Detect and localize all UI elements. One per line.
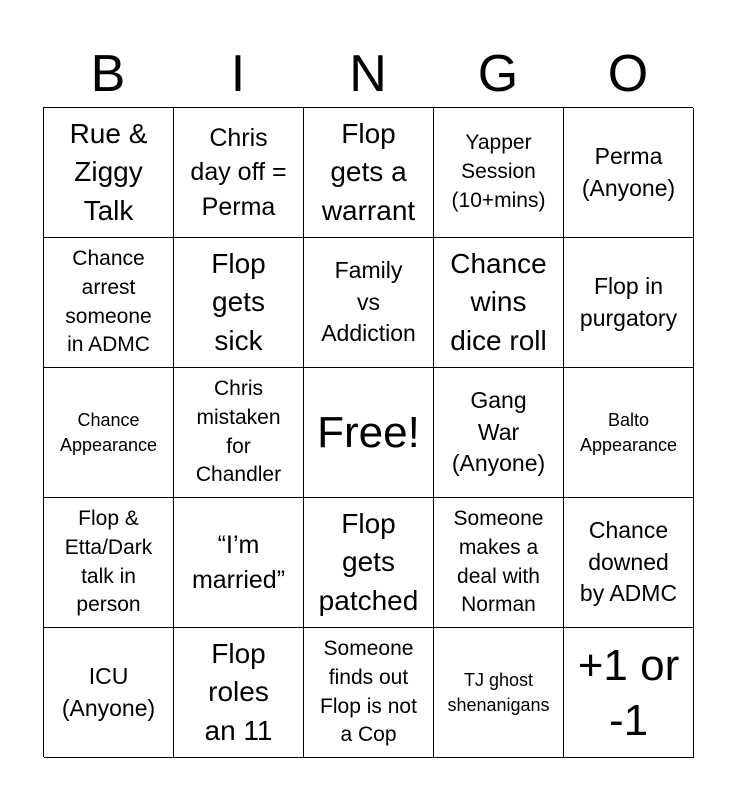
cell-text: Chance arrest someone in ADMC	[65, 246, 152, 357]
header-letter-n: N	[349, 45, 387, 103]
bingo-cell-r5-c3[interactable]	[304, 628, 434, 758]
bingo-cell-r2-c4[interactable]	[434, 238, 564, 368]
cell-text: “I’m married”	[191, 531, 286, 594]
bingo-cell-r4-c4[interactable]	[434, 498, 564, 628]
header-letter-o: O	[607, 45, 649, 103]
cell-text: Chris mistaken for Chandler	[195, 376, 282, 487]
bingo-cell-r1-c1[interactable]	[44, 108, 174, 238]
cell-text: Chance Appearance	[59, 409, 158, 455]
cell-text: Someone makes a deal with Norman	[453, 506, 544, 617]
bingo-cell-r5-c5[interactable]	[564, 628, 694, 758]
bingo-cell-r5-c2[interactable]	[174, 628, 304, 758]
bingo-cell-r4-c2[interactable]	[174, 498, 304, 628]
bingo-cell-r1-c3[interactable]	[304, 108, 434, 238]
cell-text: ICU (Anyone)	[61, 662, 156, 721]
bingo-cell-r3-c4[interactable]	[434, 368, 564, 498]
cell-text: +1 or -1	[577, 640, 680, 745]
cell-text: Family vs Addiction	[321, 256, 416, 347]
bingo-cell-r2-c2[interactable]	[174, 238, 304, 368]
bingo-cell-r4-c3[interactable]	[304, 498, 434, 628]
bingo-cell-r2-c1[interactable]	[44, 238, 174, 368]
bingo-cell-r3-c5[interactable]	[564, 368, 694, 498]
cell-text: Someone finds out Flop is not a Cop	[320, 636, 417, 747]
cell-text: Flop & Etta/Dark talk in person	[64, 506, 153, 617]
bingo-cell-r2-c3[interactable]	[304, 238, 434, 368]
header-letter-i: I	[230, 45, 246, 103]
header-letter-g: G	[477, 45, 519, 103]
bingo-cell-r5-c4[interactable]	[434, 628, 564, 758]
free-space-text: Free!	[317, 408, 420, 457]
bingo-header	[43, 40, 693, 108]
cell-text: Gang War (Anyone)	[451, 386, 546, 477]
cell-text: Balto Appearance	[579, 409, 678, 455]
cell-text: Flop gets patched	[318, 507, 419, 616]
bingo-cell-r4-c1[interactable]	[44, 498, 174, 628]
bingo-cell-r3-c3[interactable]	[304, 368, 434, 498]
cell-text: TJ ghost shenanigans	[447, 669, 550, 715]
cell-text: Perma (Anyone)	[581, 142, 676, 201]
cell-text: Yapper Session (10+mins)	[451, 131, 546, 212]
cell-text: Chance wins dice roll	[450, 247, 547, 356]
cell-text: Flop roles an 11	[204, 637, 273, 746]
bingo-cell-r1-c4[interactable]	[434, 108, 564, 238]
bingo-grid	[43, 107, 693, 757]
cell-text: Flop in purgatory	[579, 272, 678, 331]
bingo-cell-r4-c5[interactable]	[564, 498, 694, 628]
bingo-cell-r2-c5[interactable]	[564, 238, 694, 368]
bingo-cell-r3-c1[interactable]	[44, 368, 174, 498]
bingo-cell-r5-c1[interactable]	[44, 628, 174, 758]
cell-text: Flop gets sick	[211, 247, 266, 356]
bingo-cell-r3-c2[interactable]	[174, 368, 304, 498]
bingo-cell-r1-c2[interactable]	[174, 108, 304, 238]
cell-text: Rue & Ziggy Talk	[69, 117, 148, 226]
header-letter-b: B	[90, 45, 126, 103]
cell-text: Flop gets a warrant	[321, 117, 416, 226]
cell-text: Chris day off = Perma	[190, 123, 287, 221]
cell-text: Chance downed by ADMC	[579, 516, 678, 607]
bingo-cell-r1-c5[interactable]	[564, 108, 694, 238]
